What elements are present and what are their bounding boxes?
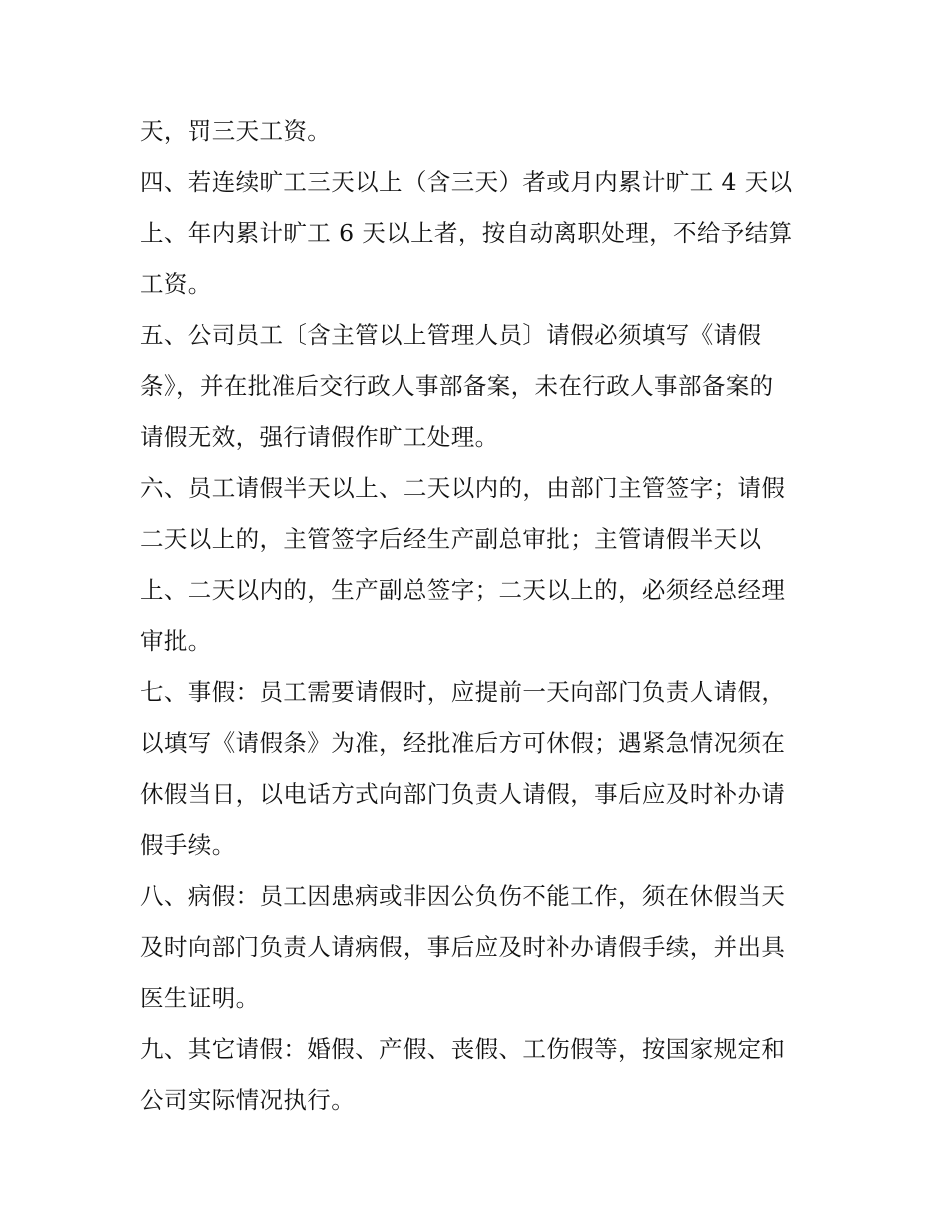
text-line: 及时向部门负责人请病假，事后应及时补办请假手续，并出具: [140, 933, 786, 961]
text-line: 上、年内累计旷工 6 天以上者，按自动离职处理，不给予结算: [140, 219, 793, 247]
text-line: 上、二天以内的，生产副总签字；二天以上的，必须经总经理: [140, 576, 786, 604]
text-line: 二天以上的，主管签字后经生产副总审批；主管请假半天以: [140, 525, 762, 553]
document-body: [140, 106, 820, 1126]
text-line: 假手续。: [140, 831, 236, 859]
text-line: 六、员工请假半天以上、二天以内的，由部门主管签字；请假: [140, 474, 786, 502]
text-line: 审批。: [140, 627, 212, 655]
text-line: 公司实际情况执行。: [140, 1086, 356, 1114]
text-line: 工资。: [140, 270, 212, 298]
text-line: 四、若连续旷工三天以上（含三天）者或月内累计旷工 4 天以: [140, 168, 793, 196]
text-line: 休假当日，以电话方式向部门负责人请假，事后应及时补办请: [140, 780, 786, 808]
text-line: 天，罚三天工资。: [140, 117, 332, 145]
text-line: 请假无效，强行请假作旷工处理。: [140, 423, 499, 451]
text-line: 九、其它请假：婚假、产假、丧假、工伤假等，按国家规定和: [140, 1035, 786, 1063]
text-line: 八、病假：员工因患病或非因公负伤不能工作，须在休假当天: [140, 882, 786, 910]
text-line: 条》，并在批准后交行政人事部备案，未在行政人事部备案的: [140, 372, 774, 400]
text-line: 五、公司员工〔含主管以上管理人员〕请假必须填写《请假: [140, 321, 762, 349]
text-line: 七、事假：员工需要请假时，应提前一天向部门负责人请假，: [140, 678, 786, 706]
text-line: 医生证明。: [140, 984, 260, 1012]
text-line: 以填写《请假条》为准，经批准后方可休假；遇紧急情况须在: [140, 729, 786, 757]
